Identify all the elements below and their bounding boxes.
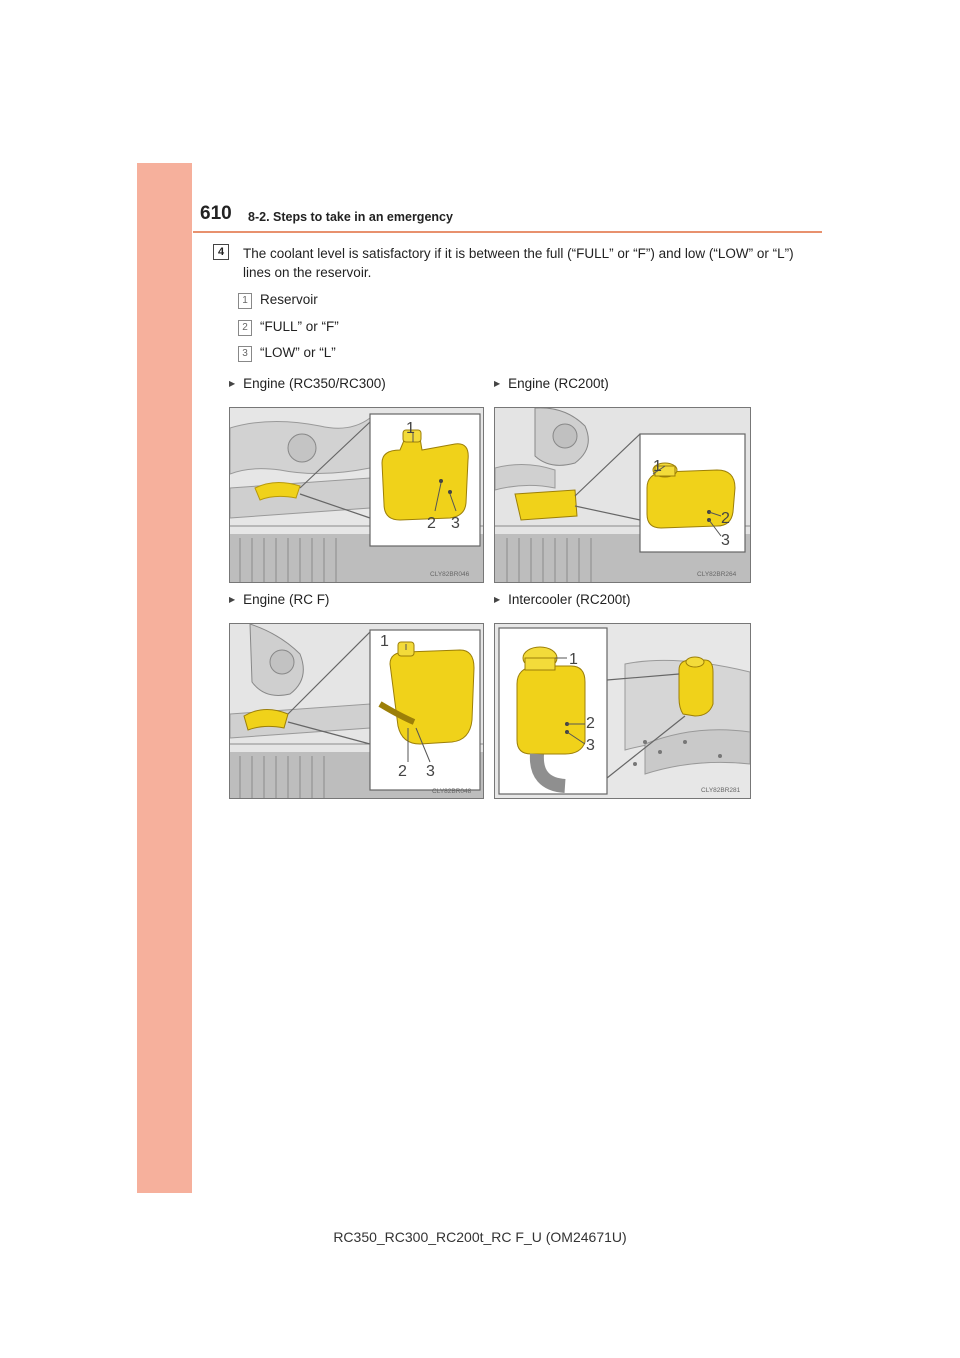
- chapter-tab-sidebar: [137, 163, 192, 1193]
- figure-engine-rc200t: [494, 407, 751, 583]
- step-text: The coolant level is satisfactory if it is between the full (“FULL” or “F”) and low (“LOW” or “L”) lines on the reservoir.: [243, 246, 794, 280]
- callout-2: 2: [721, 510, 730, 527]
- callout-1: 1: [380, 633, 389, 650]
- callout-3: 3: [451, 515, 460, 532]
- legend-label: “FULL” or “F”: [260, 319, 339, 334]
- callout-1: 1: [406, 420, 415, 437]
- callout-3: 3: [721, 532, 730, 549]
- triangle-bullet-icon: ▶: [494, 379, 501, 388]
- legend-number: 1: [238, 293, 252, 309]
- legend-number: 3: [238, 346, 252, 362]
- figure-intercooler-rc200t: [494, 623, 751, 799]
- footer-model-code: RC350_RC300_RC200t_RC F_U (OM24671U): [333, 1229, 627, 1245]
- callout-2: 2: [586, 715, 595, 732]
- callout-2: 2: [427, 515, 436, 532]
- callout-3: 3: [586, 737, 595, 754]
- figure-code: CLY82BR048: [432, 788, 472, 795]
- header-rule: [193, 231, 822, 233]
- legend-label: Reservoir: [260, 292, 318, 307]
- figure-caption-rc350: ▶ Engine (RC350/RC300): [229, 376, 386, 391]
- callout-1: 1: [653, 458, 662, 475]
- figure-code: CLY82BR046: [430, 571, 470, 578]
- figure-engine-rc350: [229, 407, 484, 583]
- triangle-bullet-icon: ▶: [229, 595, 236, 604]
- section-title: 8-2. Steps to take in an emergency: [248, 210, 453, 224]
- callout-3: 3: [426, 763, 435, 780]
- step-number-badge: 4: [213, 244, 229, 260]
- legend-number: 2: [238, 320, 252, 336]
- triangle-bullet-icon: ▶: [229, 379, 236, 388]
- callout-2: 2: [398, 763, 407, 780]
- triangle-bullet-icon: ▶: [494, 595, 501, 604]
- callout-1: 1: [569, 651, 578, 668]
- figure-code: CLY82BR281: [701, 787, 741, 794]
- figure-code: CLY82BR264: [697, 571, 737, 578]
- legend-label: “LOW” or “L”: [260, 345, 336, 360]
- figure-caption-rc200t: ▶ Engine (RC200t): [494, 376, 609, 391]
- figure-engine-rcf: [229, 623, 484, 799]
- page-number: 610: [200, 203, 232, 224]
- figure-caption-rcf: ▶ Engine (RC F): [229, 592, 330, 607]
- figure-caption-intercooler: ▶ Intercooler (RC200t): [494, 592, 631, 607]
